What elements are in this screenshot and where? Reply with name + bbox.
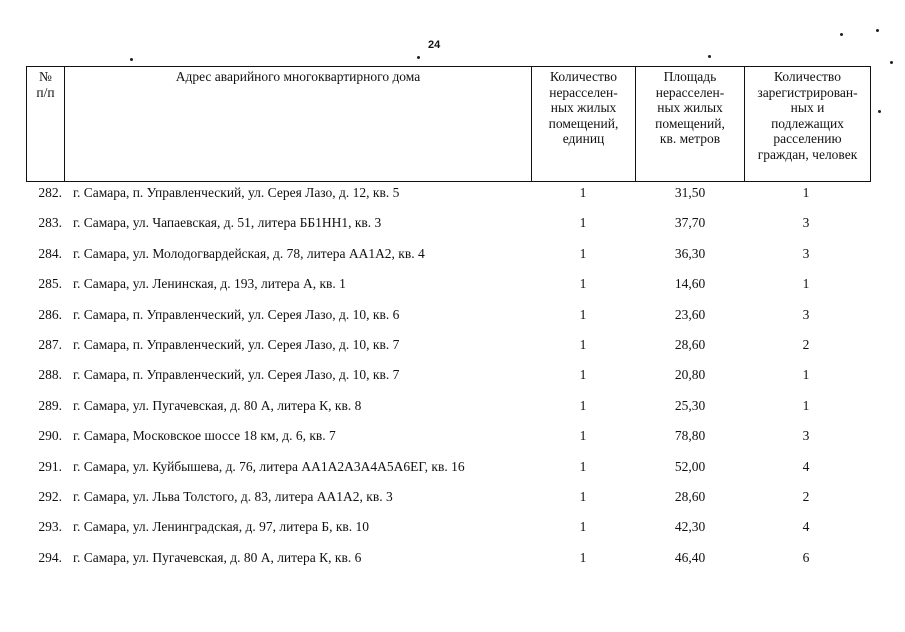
row-area: 20,80 [674, 367, 706, 383]
row-address: г. Самара, ул. Чапаевская, д. 51, литера ББ1НН1, кв. 3 [73, 215, 382, 231]
table-row [0, 486, 905, 516]
row-number: 282. [38, 185, 62, 200]
table-body [0, 182, 905, 577]
row-units: 1 [579, 428, 587, 444]
row-number: 286. [38, 306, 62, 322]
row-people: 2 [802, 336, 810, 352]
table-row [0, 456, 905, 486]
row-units: 1 [579, 488, 587, 504]
header-people [745, 67, 871, 182]
row-units: 1 [579, 549, 587, 565]
row-address: г. Самара, п. Управленческий, ул. Серея Лазо, д. 12, кв. 5 [73, 185, 400, 200]
table-row [0, 425, 905, 455]
row-people: 2 [802, 488, 810, 504]
row-people: 1 [802, 276, 810, 292]
scan-speck [840, 33, 843, 36]
row-people: 1 [802, 367, 810, 383]
header-units [532, 67, 636, 182]
row-area: 52,00 [674, 458, 706, 474]
row-people: 3 [802, 306, 810, 322]
row-number: 289. [38, 397, 62, 413]
table-row [0, 547, 905, 577]
row-number: 283. [38, 215, 62, 231]
row-people: 3 [802, 428, 810, 444]
table-row [0, 516, 905, 546]
row-units: 1 [579, 336, 587, 352]
row-people: 4 [802, 458, 810, 474]
header-units-label: Количество нерасселен- ных жилых помещений, единиц [548, 69, 619, 146]
table-header [26, 66, 871, 182]
row-address: г. Самара, ул. Льва Толстого, д. 83, литера АА1А2, кв. 3 [73, 488, 393, 504]
scan-speck [708, 55, 711, 58]
scan-speck [876, 29, 879, 32]
row-number: 284. [38, 245, 62, 261]
row-units: 1 [579, 185, 587, 200]
row-address: г. Самара, п. Управленческий, ул. Серея Лазо, д. 10, кв. 7 [73, 367, 400, 383]
table-row [0, 212, 905, 242]
row-number: 288. [38, 367, 62, 383]
row-units: 1 [579, 458, 587, 474]
row-units: 1 [579, 397, 587, 413]
page-number: 24 [428, 39, 441, 51]
table-row [0, 273, 905, 303]
header-area [636, 67, 745, 182]
row-number: 293. [38, 519, 62, 535]
header-address [65, 67, 532, 182]
row-units: 1 [579, 367, 587, 383]
row-number: 290. [38, 428, 62, 444]
row-address: г. Самара, п. Управленческий, ул. Серея Лазо, д. 10, кв. 7 [73, 336, 400, 352]
row-area: 42,30 [674, 519, 706, 535]
row-address: г. Самара, ул. Молодогвардейская, д. 78, литера АА1А2, кв. 4 [73, 245, 425, 261]
row-area: 78,80 [674, 428, 706, 444]
table-row [0, 395, 905, 425]
table-row [0, 334, 905, 364]
row-units: 1 [579, 306, 587, 322]
row-area: 31,50 [674, 185, 706, 200]
row-address: г. Самара, ул. Ленинская, д. 193, литера А, кв. 1 [73, 276, 346, 292]
row-address: г. Самара, ул. Ленинградская, д. 97, литера Б, кв. 10 [73, 519, 370, 535]
header-people-label: Количество зарегистрирован- ных и подлежащих расселению граждан, человек [757, 69, 858, 162]
row-people: 6 [802, 549, 810, 565]
scan-speck [130, 58, 133, 61]
row-address: г. Самара, п. Управленческий, ул. Серея Лазо, д. 10, кв. 6 [73, 306, 400, 322]
row-units: 1 [579, 276, 587, 292]
row-area: 36,30 [674, 245, 706, 261]
row-people: 3 [802, 245, 810, 261]
scan-speck [890, 61, 893, 64]
table-row [0, 182, 905, 212]
row-people: 1 [802, 185, 810, 200]
table-row [0, 304, 905, 334]
table-row [0, 243, 905, 273]
row-address: г. Самара, ул. Куйбышева, д. 76, литера АА1А2А3А4А5А6ЕГ, кв. 16 [73, 458, 465, 474]
row-people: 3 [802, 215, 810, 231]
row-people: 4 [802, 519, 810, 535]
row-people: 1 [802, 397, 810, 413]
row-area: 28,60 [674, 336, 706, 352]
row-number: 292. [38, 488, 62, 504]
row-number: 285. [38, 276, 62, 292]
row-area: 46,40 [674, 549, 706, 565]
row-area: 37,70 [674, 215, 706, 231]
row-units: 1 [579, 245, 587, 261]
scan-speck [878, 110, 881, 113]
row-area: 25,30 [674, 397, 706, 413]
row-address: г. Самара, ул. Пугачевская, д. 80 А, литера К, кв. 6 [73, 549, 362, 565]
row-units: 1 [579, 519, 587, 535]
row-units: 1 [579, 215, 587, 231]
header-num [27, 67, 65, 182]
row-address: г. Самара, ул. Пугачевская, д. 80 А, литера К, кв. 8 [73, 397, 362, 413]
row-number: 291. [38, 458, 62, 474]
row-area: 14,60 [674, 276, 706, 292]
header-area-label: Площадь нерасселен- ных жилых помещений, кв. метров [655, 69, 725, 146]
row-number: 294. [38, 549, 62, 565]
row-area: 28,60 [674, 488, 706, 504]
row-number: 287. [38, 336, 62, 352]
header-num-label: № п/п [36, 69, 55, 100]
row-address: г. Самара, Московское шоссе 18 км, д. 6, кв. 7 [73, 428, 336, 444]
row-area: 23,60 [674, 306, 706, 322]
header-address-label: Адрес аварийного многоквартирного дома [175, 69, 421, 84]
table-row [0, 364, 905, 394]
scan-speck [417, 56, 420, 59]
